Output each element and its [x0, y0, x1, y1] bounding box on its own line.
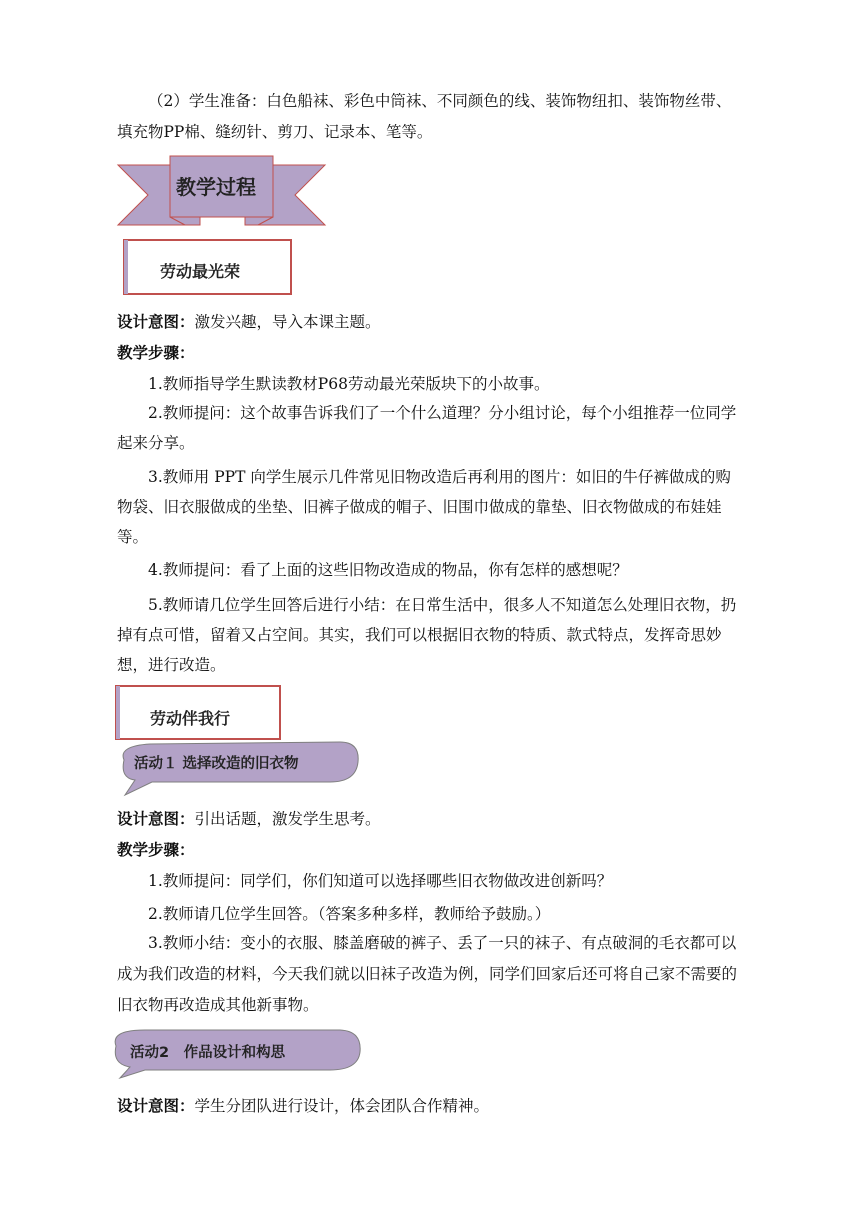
section2-title: 劳动伴我行 — [150, 709, 231, 728]
intent-label: 设计意图： — [117, 810, 195, 828]
activity1-steps-label: 教学步骤： — [117, 841, 195, 859]
section1-intent — [117, 307, 745, 337]
section1-step-4: 4.教师提问：看了上面的这些旧物改造成的物品，你有怎样的感想呢？ — [148, 561, 628, 579]
intent-text: 激发兴趣，导入本课主题。 — [194, 313, 381, 331]
section1-step-2: 2.教师提问：这个故事告诉我们了一个什么道理？分小组讨论，每个小组推荐一位同学起来分享。 — [117, 404, 737, 452]
section1-step-1: 1.教师指导学生默读教材P68劳动最光荣版块下的小故事。 — [148, 375, 550, 393]
intent-label: 设计意图： — [117, 313, 195, 331]
section1-steps-label: 教学步骤： — [117, 344, 195, 362]
student-prep-paragraph: （2）学生准备：白色船袜、彩色中筒袜、不同颜色的线、装饰物纽扣、装饰物丝带、填充物PP棉、缝纫针、剪刀、记录本、笔等。 — [117, 92, 732, 141]
activity1-label: 活动１ 选择改造的旧衣物 — [134, 756, 299, 772]
process-banner-title: 教学过程 — [176, 175, 256, 199]
activity2-label: 活动2 作品设计和构思 — [130, 1045, 286, 1061]
section1-step-5: 5.教师请几位学生回答后进行小结：在日常生活中，很多人不知道怎么处理旧衣物，扔掉有点可惜，留着又占空间。其实，我们可以根据旧衣物的特质、款式特点，发挥奇思妙想，进行改造。 — [117, 596, 737, 674]
activity1-step-2: 2.教师请几位学生回答。（答案多种多样，教师给予鼓励。） — [148, 905, 551, 923]
intent-text: 学生分团队进行设计，体会团队合作精神。 — [194, 1097, 490, 1115]
intent-text: 引出话题，激发学生思考。 — [194, 810, 381, 828]
intent-label: 设计意图： — [117, 1097, 195, 1115]
activity1-step-3: 3.教师小结：变小的衣服、膝盖磨破的裤子、丢了一只的袜子、有点破洞的毛衣都可以成为我们改造的材料，今天我们就以旧袜子改造为例，同学们回家后还可将自己家不需要的旧衣物再改造成其他新事物。 — [117, 934, 738, 1014]
activity2-intent — [117, 1091, 745, 1121]
section1-step-3: 3.教师用 PPT 向学生展示几件常见旧物改造后再利用的图片：如旧的牛仔裤做成的购物袋、旧衣服做成的坐垫、旧裤子做成的帽子、旧围巾做成的靠垫、旧衣物做成的布娃娃等。 — [117, 468, 731, 546]
activity1-step-1: 1.教师提问：同学们，你们知道可以选择哪些旧衣物做改进创新吗？ — [148, 872, 613, 890]
section1-title: 劳动最光荣 — [160, 262, 241, 281]
activity1-intent — [117, 804, 745, 834]
